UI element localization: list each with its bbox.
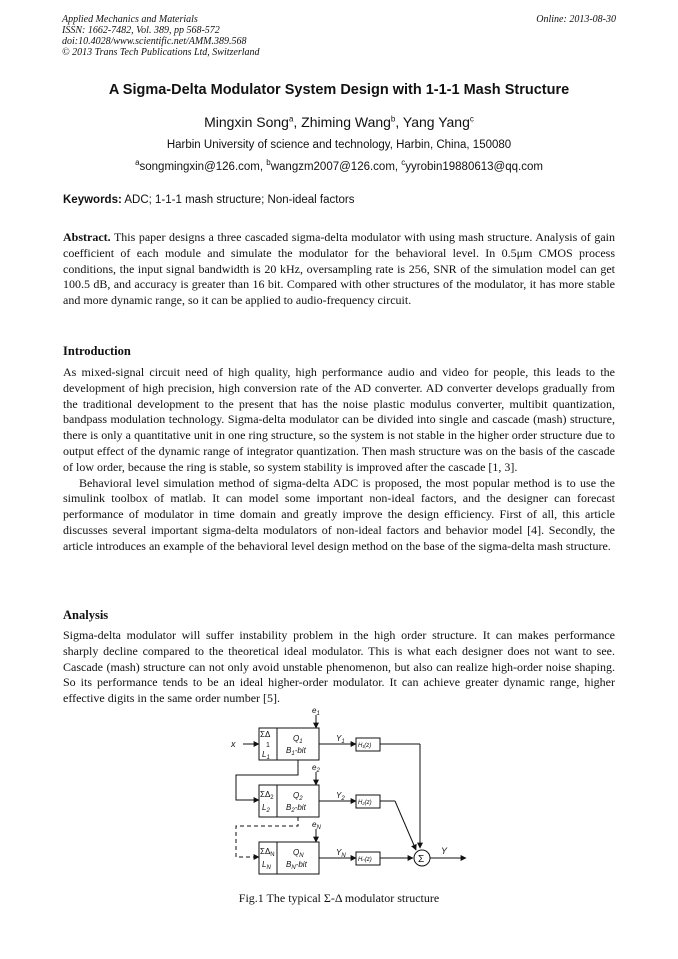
input-label: x <box>231 739 236 749</box>
q1-label: $Q_1$ <box>293 734 303 745</box>
abstract-text: This paper designs a three cascaded sigma-delta modulator with using mash structure. Analysis of gain coefficient of each module and simulate the modulator for the behavioral level. In 0.5μm CMOS process conditions, the input signal bandwidth is 20 kHz, oversampling rate is 256, SNR of the simulation model can get 100.5 dB, and accuracy is greater than 16 bit. Compared with other structures of the modulator, it has more stable and more dynamic range, so it can be applied to audio-frequency circuit. <box>63 230 615 308</box>
email-2-sup: b <box>266 158 271 167</box>
sum-symbol: Σ <box>418 854 425 865</box>
h1-label: H₁(z) <box>358 743 372 749</box>
introduction-heading: Introduction <box>63 344 131 358</box>
copyright: © 2013 Trans Tech Publications Ltd, Switzerland <box>62 47 260 58</box>
introduction-paragraph-1: As mixed-signal circuit need of high quality, high performance audio and video for people, this leads to the development of high precision, high conversion rate of the AD converter. AD converter develops gradually from the traditional development to the present that has the noise plastic modulus converter, multibit quantization, bandpass modulation technology. Sigma-delta modulator can be divided into single and cascade (mash) structure, there is only a quantitative unit in one ring structure, so the system is not stable in the higher order structure due to output effect of the dynamic range of integrator quantization. Then mash structure was on the basis of the cascade of low order, because the ring is stable, so system stability is improved after the cascade [1, 3]. <box>63 365 615 474</box>
hn-label: Hₙ(z) <box>358 857 372 863</box>
author-3-sup: c <box>469 114 474 124</box>
introduction-paragraph-2: Behavioral level simulation method of sigma-delta ADC is proposed, the most popular method is to use the simulink toolbox of matlab. It can model some important non-ideal factors, and the designer can forecast performance of modulator in time domain and greatly improve the design efficiency. First of all, this article discusses several important sigma-delta modulators of non-ideal factors and behavior model [4]. Secondly, the article introduces an example of the behavioral level design method on the base of the sigma-delta mash structure. <box>63 475 615 553</box>
b2-label: $B_2$-bit <box>286 803 306 814</box>
y1-label: $Y_1$ <box>336 734 345 745</box>
sdn-label: $\Sigma\Delta_N$ <box>260 847 275 858</box>
sd1-label: ΣΔ <box>260 730 271 739</box>
affiliation: Harbin University of science and technology, Harbin, China, 150080 <box>166 139 512 151</box>
email-1[interactable]: songmingxin@126.com, <box>139 160 267 173</box>
l2-label: $L_2$ <box>262 803 270 814</box>
email-1-sup: a <box>135 158 140 167</box>
issn: ISSN: 1662-7482, Vol. 389, pp 568-572 <box>62 25 220 36</box>
output-label: Y <box>441 846 448 856</box>
yn-label: $Y_N$ <box>336 848 346 859</box>
email-2[interactable]: wangzm2007@126.com, <box>270 160 402 173</box>
en-label: $e_N$ <box>312 820 321 831</box>
analysis-paragraph-1: Sigma-delta modulator will suffer instability problem in the high order structure. It can makes performance sharply decline compared to the theoretical ideal modulator. This is what each designer does not want to see. Cascade (mash) structure can not only avoid unstable phenomenon, but also can realize high-order noise shaping. So its performance tends to be an ideal higher-order modulator. It can achieve greater dynamic range, higher effective digits in the same order number [5]. <box>63 628 615 706</box>
sd1-index: 1 <box>266 742 270 749</box>
online-date: Online: 2013-08-30 <box>536 14 616 25</box>
quantizer-block-1 <box>277 728 319 760</box>
e1-label: $e_1$ <box>312 706 320 717</box>
author-3: , Yang Yang <box>395 114 470 130</box>
figure-caption: Fig.1 The typical Σ-Δ modulator structure <box>238 891 440 905</box>
y2-label: $Y_2$ <box>336 791 345 802</box>
quantizer-block-2 <box>277 785 319 817</box>
author-2: , Zhiming Wang <box>293 114 391 130</box>
author-1-sup: a <box>288 114 294 124</box>
b1-label: $B_1$-bit <box>286 746 306 757</box>
author-2-sup: b <box>390 114 396 124</box>
quantizer-block-n <box>277 842 319 874</box>
abstract-label: Abstract. <box>63 230 111 244</box>
analysis-heading: Analysis <box>63 608 109 622</box>
l1-label: $L_1$ <box>262 750 270 761</box>
email-3[interactable]: yyrobin19880613@qq.com <box>405 160 543 173</box>
keywords-text: ADC; 1-1-1 mash structure; Non-ideal factors <box>121 194 355 206</box>
h2-label: H₂(z) <box>358 800 372 806</box>
paper-title: A Sigma-Delta Modulator System Design with 1-1-1 Mash Structure <box>108 82 570 98</box>
author-1: Mingxin Song <box>204 114 289 130</box>
email-3-sup: c <box>401 158 406 167</box>
qn-label: $Q_N$ <box>293 848 304 859</box>
bn-label: $B_N$-bit <box>286 860 307 871</box>
keywords-label: Keywords: <box>63 194 122 206</box>
ln-label: $L_N$ <box>262 860 271 871</box>
sd2-label: $\Sigma\Delta_2$ <box>260 790 274 801</box>
doi: doi:10.4028/www.scientific.net/AMM.389.568 <box>62 36 247 47</box>
q2-label: $Q_2$ <box>293 791 303 802</box>
e2-label: $e_2$ <box>312 763 320 774</box>
journal-name: Applied Mechanics and Materials <box>62 14 198 25</box>
